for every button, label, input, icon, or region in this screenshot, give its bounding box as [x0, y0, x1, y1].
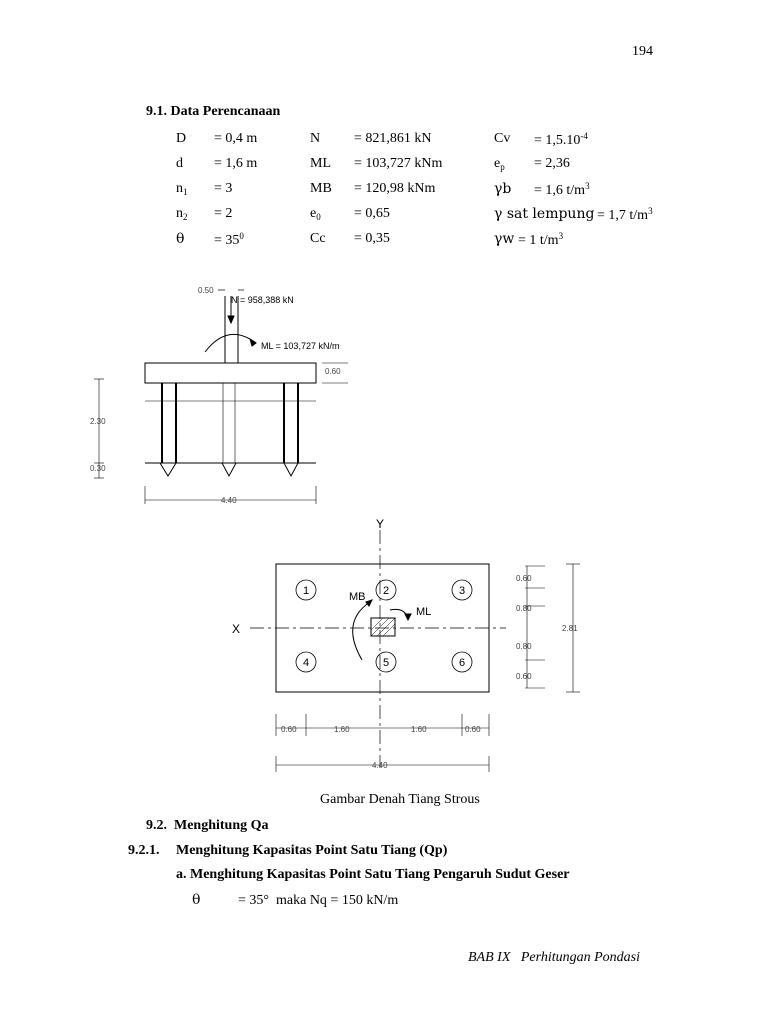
data-symbol: $n_1$: [176, 181, 188, 197]
data-symbol: $e_p$: [494, 156, 505, 172]
data-symbol: Cc: [310, 231, 326, 246]
pile-number: 1: [302, 585, 310, 597]
axis-x-label: X: [232, 622, 241, 636]
right-dim-label: 0.60: [516, 672, 532, 681]
data-value: = 1 $t/m^3$: [518, 231, 564, 248]
right-dim-label: 0.80: [516, 604, 532, 613]
figure-caption: Gambar Denah Tiang Strous: [320, 792, 480, 807]
data-value: = 821,861 kN: [354, 131, 432, 146]
bottom-dim-label: 1.60: [334, 725, 350, 734]
data-symbol: $e_0$: [310, 206, 321, 222]
data-symbol: N: [310, 131, 321, 146]
data-value: = 120,98 kNm: [354, 181, 436, 196]
data-value: = 1,7 $t/m^3$: [597, 206, 653, 223]
dim-top-label: 0.50: [198, 286, 214, 295]
item-title: Menghitung Kapasitas Point Satu Tiang Pengaruh Sudut Geser: [190, 867, 570, 882]
data-symbol: d: [176, 156, 183, 171]
dim-pile-label: 2.30: [90, 417, 106, 426]
data-symbol: γw: [494, 231, 515, 247]
section-number: 9.2.: [146, 818, 167, 833]
data-value: = $35^0$: [214, 231, 244, 248]
theta-symbol: θ: [192, 892, 201, 908]
data-symbol: γb: [494, 181, 512, 197]
data-value: = 0,65: [354, 206, 390, 221]
mb-label: MB: [349, 591, 366, 603]
total-height-label: 2.81: [562, 624, 578, 633]
item-a-heading: [176, 867, 570, 883]
data-value: = 2,36: [534, 156, 570, 171]
data-symbol: $n_2$: [176, 206, 188, 222]
section-9-2-1-heading: [128, 843, 447, 859]
right-dim-label: 0.80: [516, 642, 532, 651]
load-label: N = 958,388 kN: [231, 295, 294, 305]
data-value: = 1,6 m: [214, 156, 258, 171]
pile-number: 4: [302, 657, 310, 669]
moment-label: ML = 103,727 kN/m: [261, 341, 340, 351]
page-number: 194: [632, 44, 653, 59]
section-9-2-heading: [146, 818, 269, 834]
footer-title: Perhitungan Pondasi: [520, 950, 641, 965]
data-value: = 0,4 m: [214, 131, 258, 146]
data-value: = $1,5.10^{-4}$: [534, 131, 588, 148]
data-value: = 2: [214, 206, 233, 221]
dim-width-label: 4.40: [221, 496, 237, 505]
axis-y-label: Y: [376, 517, 385, 531]
total-width-label: 4.40: [372, 761, 388, 770]
data-value: = 0,35: [354, 231, 390, 246]
data-symbol: D: [176, 131, 187, 146]
data-value: = 3: [214, 181, 233, 196]
item-marker: a.: [176, 867, 187, 882]
data-symbol: θ: [176, 231, 185, 247]
data-symbol: Cv: [494, 131, 511, 146]
bottom-dim-label: 0.60: [281, 725, 297, 734]
page-footer: [468, 950, 640, 966]
pile-plan-drawing: [0, 510, 768, 780]
data-symbol: ML: [310, 156, 331, 171]
section-number: 9.1.: [146, 104, 167, 119]
theta-value: = 35°: [238, 893, 269, 908]
section-title: Data Perencanaan: [170, 104, 281, 119]
pile-number: 6: [458, 657, 466, 669]
data-symbol: MB: [310, 181, 332, 196]
bottom-dim-label: 1.60: [411, 725, 427, 734]
footer-chapter: BAB IX: [468, 950, 511, 965]
right-dim-label: 0.60: [516, 574, 532, 583]
data-value: = 103,727 kNm: [354, 156, 443, 171]
pile-number: 2: [382, 585, 390, 597]
pile-number: 3: [458, 585, 466, 597]
pile-number: 5: [382, 657, 390, 669]
theta-text: maka Nq = 150 kN/m: [276, 893, 399, 908]
section-title: Menghitung Qa: [174, 818, 269, 833]
theta-line: [192, 892, 398, 909]
dim-tip-label: 0.30: [90, 464, 106, 473]
section-title: Menghitung Kapasitas Point Satu Tiang (Qp): [176, 843, 448, 858]
section-number: 9.2.1.: [128, 843, 160, 858]
bottom-dim-label: 0.60: [465, 725, 481, 734]
data-symbol: γ sat lempung: [494, 206, 595, 222]
ml-label: ML: [416, 606, 432, 618]
data-value: = 1,6 $t/m^3$: [534, 181, 590, 198]
dim-cap-label: 0.60: [325, 367, 341, 376]
